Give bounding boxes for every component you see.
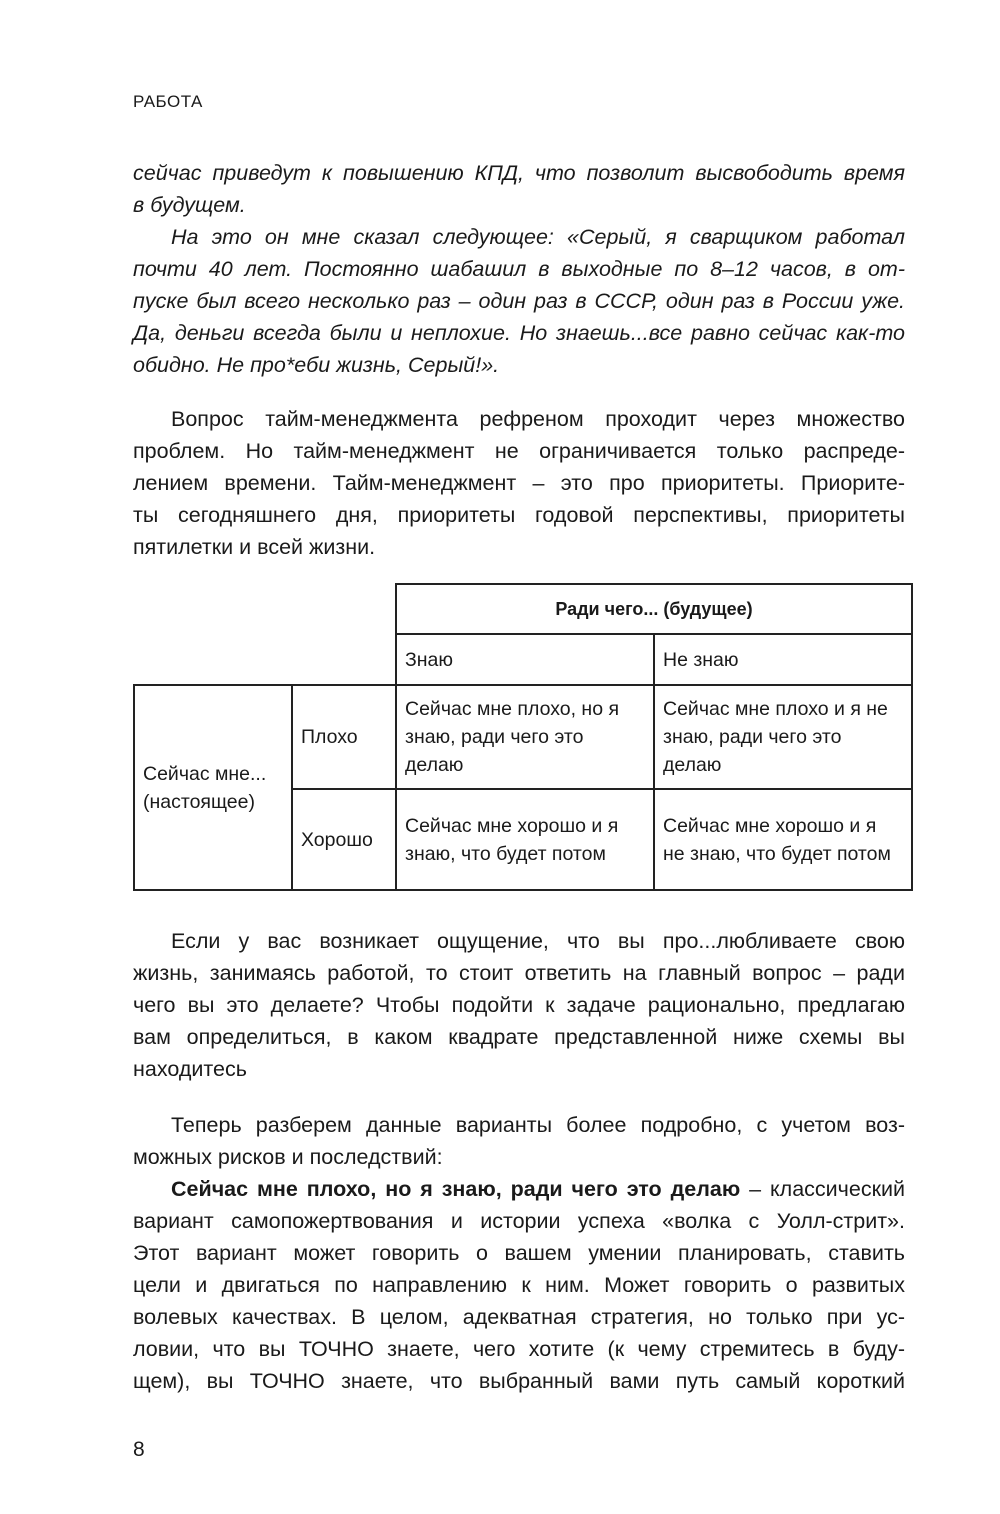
text-line: Если у вас возникает ощущение, что вы про...любливаете свою <box>171 929 905 953</box>
text-line: щем), вы ТОЧНО знаете, что выбранный вами путь самый короткий <box>133 1369 905 1393</box>
paragraph-time-management <box>133 403 905 563</box>
future-header: Ради чего... (будущее) <box>396 584 912 634</box>
text-line: можных рисков и последствий: <box>133 1145 443 1169</box>
bold-variant-title: Сейчас мне плохо, но я знаю, ради чего это делаю <box>171 1177 741 1201</box>
text-line: вам определиться, в каком квадрате представленной ниже схемы вы <box>133 1025 905 1049</box>
text-line: жизнь, занимаясь работой, то стоит ответить на главный вопрос – ради <box>133 961 905 985</box>
text-line: цели и двигаться по направлению к ним. Может говорить о развитых <box>133 1273 905 1297</box>
text-line: волевых качествах. В целом, адекватная стратегия, но только при ус- <box>133 1305 905 1329</box>
matrix-table <box>133 583 913 891</box>
italic-paragraph-2 <box>133 221 905 381</box>
row-header-present: Сейчас мне... (настоящее) <box>134 685 292 890</box>
text-line: обидно. Не про*еби жизнь, Серый!». <box>133 353 500 377</box>
row-header-bad: Плохо <box>292 685 396 789</box>
text-line: Да, деньги всегда были и неплохие. Но знаешь...все равно сейчас как-то <box>133 321 905 345</box>
text-line: ты сегодняшнего дня, приоритеты годовой перспективы, приоритеты <box>133 503 905 527</box>
text-line: лением времени. Тайм-менеджмент – это про приоритеты. Приорите- <box>133 471 905 495</box>
text-line: находитесь <box>133 1057 247 1081</box>
cell-good-dont-know: Сейчас мне хорошо и я не знаю, что будет потом <box>654 789 912 890</box>
text-line: пятилетки и всей жизни. <box>133 535 376 559</box>
text-line: ловии, что вы ТОЧНО знаете, чего хотите (к чему стремитесь в буду- <box>133 1337 905 1361</box>
col-header-dont-know: Не знаю <box>654 634 912 685</box>
cell-bad-dont-know: Сейчас мне плохо и я не знаю, ради чего это делаю <box>654 685 912 789</box>
text-line: пуске был всего несколько раз – один раз в СССР, один раз в России уже. <box>133 289 905 313</box>
text-line: вариант самопожертвования и истории успеха «волка с Уолл-стрит». <box>133 1209 905 1233</box>
text-line: Сейчас мне плохо, но я знаю, ради чего это делаю – классический <box>171 1177 905 1201</box>
text-line: Теперь разберем данные варианты более подробно, с учетом воз- <box>171 1113 905 1137</box>
running-head: РАБОТА <box>133 92 203 111</box>
paragraph-question <box>133 925 905 1085</box>
paragraph-variants <box>133 1109 905 1397</box>
col-header-know: Знаю <box>396 634 654 685</box>
text-line: в будущем. <box>133 193 246 217</box>
text-line: проблем. Но тайм-менеджмент не ограничивается только распреде- <box>133 439 905 463</box>
row-header-good: Хорошо <box>292 789 396 890</box>
text-line: Вопрос тайм-менеджмента рефреном проходит через множество <box>171 407 905 431</box>
cell-good-know: Сейчас мне хорошо и я знаю, что будет потом <box>396 789 654 890</box>
page-number: 8 <box>133 1438 145 1461</box>
text-line: Этот вариант может говорить о вашем умении планировать, ставить <box>133 1241 905 1265</box>
text-line: почти 40 лет. Постоянно шабашил в выходные по 8–12 часов, в от- <box>133 257 905 281</box>
text-line: На это он мне сказал следующее: «Серый, я сварщиком работал <box>171 225 905 249</box>
italic-paragraph-1 <box>133 157 905 221</box>
text-line: сейчас приведут к повышению КПД, что позволит высвободить время <box>133 161 905 185</box>
text-line: чего вы это делаете? Чтобы подойти к задаче рационально, предлагаю <box>133 993 905 1017</box>
cell-bad-know: Сейчас мне плохо, но я знаю, ради чего это делаю <box>396 685 654 789</box>
